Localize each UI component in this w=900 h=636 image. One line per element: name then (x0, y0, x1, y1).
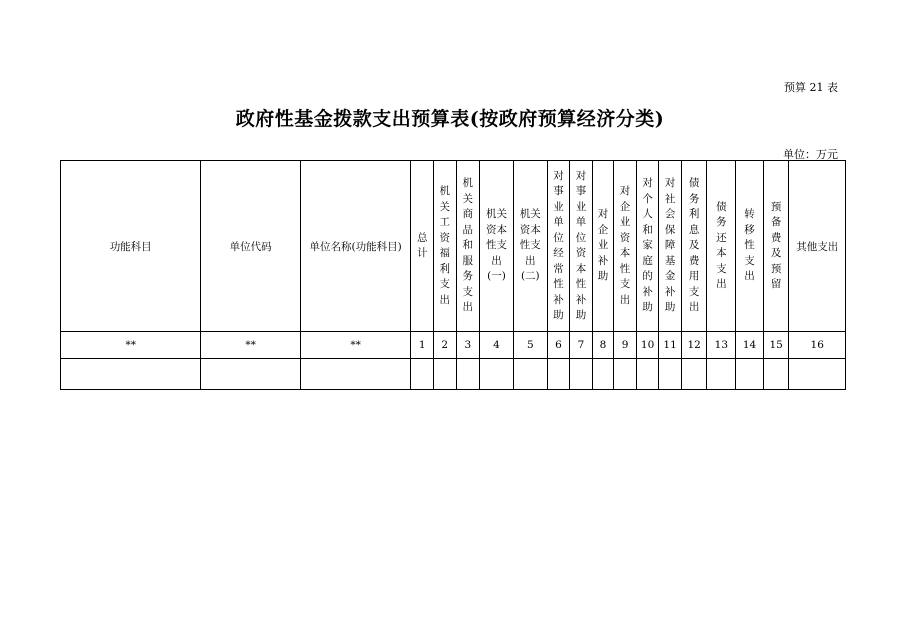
table-cell (570, 359, 593, 390)
index-cell: 8 (592, 332, 614, 359)
table-cell (614, 359, 637, 390)
column-header: 机关工资福利支出 (433, 161, 456, 332)
table-header-row (61, 161, 846, 332)
column-header: 对事业单位资本性补助 (570, 161, 593, 332)
table-cell (659, 359, 682, 390)
table-index-row (61, 332, 846, 359)
column-header: 机关资本性支出(二) (513, 161, 547, 332)
column-header: 债务还本支出 (707, 161, 736, 332)
table-cell (592, 359, 614, 390)
column-header: 对企业补助 (592, 161, 614, 332)
column-header: 对企业资本性支出 (614, 161, 637, 332)
table-cell (456, 359, 480, 390)
column-header: 对事业单位经常性补助 (547, 161, 570, 332)
table-cell (789, 359, 846, 390)
budget-table (60, 160, 846, 390)
index-cell: 3 (456, 332, 480, 359)
table-cell (480, 359, 514, 390)
column-header: 对社会保障基金补助 (659, 161, 682, 332)
index-cell: 16 (789, 332, 846, 359)
index-cell: 4 (480, 332, 514, 359)
table-cell (411, 359, 434, 390)
page-title: 政府性基金拨款支出预算表(按政府预算经济分类) (235, 108, 665, 130)
column-header: 单位代码 (201, 161, 300, 332)
column-header: 债务利息及费用支出 (681, 161, 707, 332)
table-cell (433, 359, 456, 390)
index-cell: 9 (614, 332, 637, 359)
column-header: 总计 (411, 161, 434, 332)
column-header: 单位名称(功能科目) (300, 161, 411, 332)
column-header: 功能科目 (61, 161, 201, 332)
table-cell (201, 359, 300, 390)
table-cell (547, 359, 570, 390)
table-cell (681, 359, 707, 390)
table-cell (707, 359, 736, 390)
index-cell: 6 (547, 332, 570, 359)
table-cell (513, 359, 547, 390)
index-cell: 2 (433, 332, 456, 359)
index-cell: ** (300, 332, 411, 359)
table-cell (636, 359, 659, 390)
table-cell (61, 359, 201, 390)
column-header: 转移性支出 (736, 161, 764, 332)
index-cell: 14 (736, 332, 764, 359)
table-number: 预算 21 表 (784, 81, 838, 94)
unit-label: 单位：万元 (783, 148, 838, 161)
table-cell (763, 359, 789, 390)
index-cell: 11 (659, 332, 682, 359)
index-cell: 15 (763, 332, 789, 359)
index-cell: 13 (707, 332, 736, 359)
column-header: 其他支出 (789, 161, 846, 332)
column-header: 机关商品和服务支出 (456, 161, 480, 332)
table-cell (736, 359, 764, 390)
column-header: 机关资本性支出(一) (480, 161, 514, 332)
index-cell: 12 (681, 332, 707, 359)
column-header: 对个人和家庭的补助 (636, 161, 659, 332)
index-cell: ** (61, 332, 201, 359)
column-header: 预备费及预留 (763, 161, 789, 332)
index-cell: 1 (411, 332, 434, 359)
table-row (61, 359, 846, 390)
table-cell (300, 359, 411, 390)
index-cell: ** (201, 332, 300, 359)
index-cell: 10 (636, 332, 659, 359)
index-cell: 5 (513, 332, 547, 359)
index-cell: 7 (570, 332, 593, 359)
